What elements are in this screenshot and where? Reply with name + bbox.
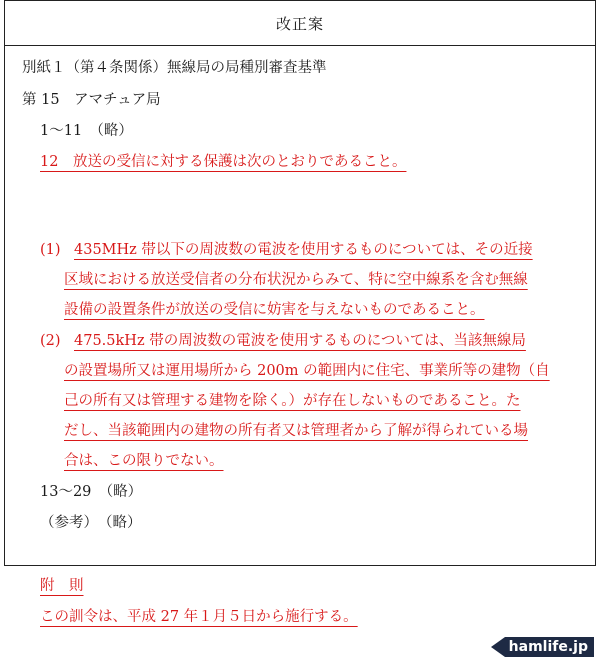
section-heading: 第 15 アマチュア局 — [22, 92, 161, 108]
sub-item-2-line-1: 475.5kHz 帯の周波数の電波を使用するものについては、当該無線局 — [74, 333, 526, 349]
sub-item-2-line-3: 己の所有又は管理する建物を除く。）が存在しないものであること。た — [64, 393, 521, 409]
sub-item-2-line-4: だし、当該範囲内の建物の所有者又は管理者から了解が得られている場 — [64, 423, 528, 439]
watermark-text: hamlife.jp — [505, 637, 594, 657]
sub-item-1-number: (1) — [40, 242, 61, 258]
sub-item-2-line-2: の設置場所又は運用場所から 200m の範囲内に住宅、事業所等の建物（自 — [64, 363, 550, 379]
table-header-title: 改正案 — [275, 14, 324, 33]
attachment-heading: 別紙１（第４条関係）無線局の局種別審査基準 — [22, 60, 327, 76]
hamlife-watermark — [491, 637, 594, 657]
item-12: 12 放送の受信に対する保護は次のとおりであること。 — [40, 154, 407, 170]
sub-item-1-line-1: 435MHz 帯以下の周波数の電波を使用するものについては、その近接 — [74, 242, 533, 258]
items-1-11: 1～11 （略） — [40, 123, 133, 139]
sub-item-1-line-3: 設備の設置条件が放送の受信に妨害を与えないものであること。 — [64, 302, 485, 318]
supplementary-text: この訓令は、平成 27 年１月５日から施行する。 — [40, 609, 358, 625]
items-13-29: 13～29 （略） — [40, 484, 143, 500]
sub-item-1-line-2: 区域における放送受信者の分布状況からみて、特に空中線系を含む無線 — [64, 272, 528, 288]
sub-item-2-number: (2) — [40, 333, 61, 349]
sub-item-2-line-5: 合は、この限りでない。 — [64, 453, 224, 469]
watermark-arrow-icon — [491, 637, 505, 657]
supplementary-title: 附 則 — [40, 578, 84, 594]
reference-note: （参考） （略） — [40, 515, 142, 531]
table-header — [5, 1, 595, 46]
